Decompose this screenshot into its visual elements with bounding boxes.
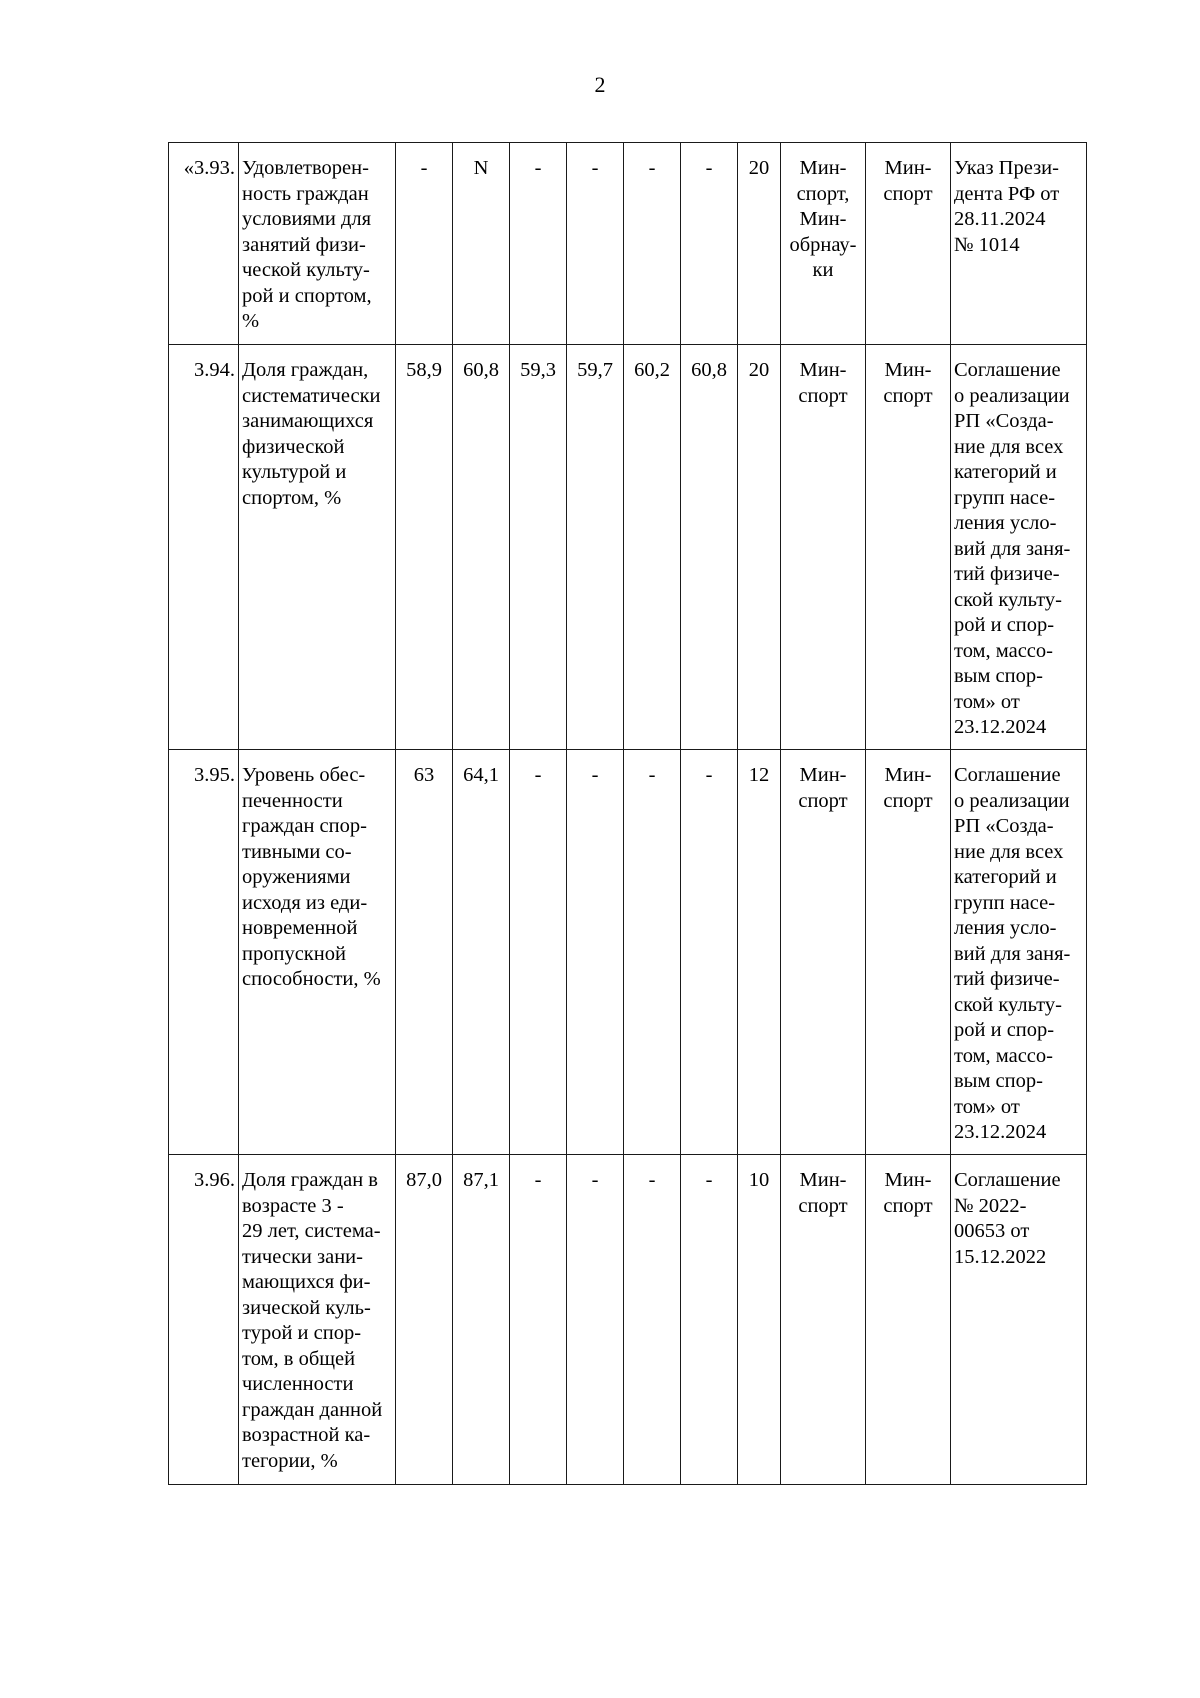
value-cell: 64,1 <box>453 750 510 1155</box>
row-number: 3.95. <box>169 750 239 1155</box>
indicator-name: Уровень обес- печенности граждан спор- тивными со- оружениями исходя из еди- новременной пропускной способности, % <box>239 750 396 1155</box>
indicator-name: Доля граждан, систематически занимающихся физической культурой и спортом, % <box>239 345 396 750</box>
value-cell: N <box>453 143 510 345</box>
coordinating-org: Мин- спорт <box>866 143 951 345</box>
value-cell: 58,9 <box>396 345 453 750</box>
row-number: 3.94. <box>169 345 239 750</box>
value-cell: - <box>681 750 738 1155</box>
indicators-table <box>168 142 1087 1485</box>
table-row <box>169 345 1087 750</box>
value-cell: - <box>510 1155 567 1485</box>
table-row <box>169 1155 1087 1485</box>
source-document: Соглашение о реализации РП «Созда- ние для всех категорий и групп насе- ления усло- вий для заня- тий физиче- ской культу- рой и спор- том, массо- вым спор- том» от 23.12.2024 <box>951 750 1087 1155</box>
responsible-org: Мин- спорт <box>781 345 866 750</box>
value-cell: 60,2 <box>624 345 681 750</box>
value-cell: - <box>567 750 624 1155</box>
value-cell: - <box>567 1155 624 1485</box>
value-cell: 63 <box>396 750 453 1155</box>
value-cell: 87,1 <box>453 1155 510 1485</box>
indicator-name: Удовлетворен- ность граждан условиями для занятий физи- ческой культу- рой и спортом, % <box>239 143 396 345</box>
value-cell: - <box>510 143 567 345</box>
indicator-name: Доля граждан в возрасте 3 - 29 лет, система- тически зани- мающихся фи- зической куль- турой и спор- том, в общей численности граждан данной возрастной ка- тегории, % <box>239 1155 396 1485</box>
value-cell: 59,7 <box>567 345 624 750</box>
coordinating-org: Мин- спорт <box>866 345 951 750</box>
value-cell: - <box>510 750 567 1155</box>
source-document: Соглашение о реализации РП «Созда- ние для всех категорий и групп насе- ления усло- вий для заня- тий физиче- ской культу- рой и спор- том, массо- вым спор- том» от 23.12.2024 <box>951 345 1087 750</box>
source-document: Соглашение № 2022- 00653 от 15.12.2022 <box>951 1155 1087 1485</box>
responsible-org: Мин- спорт <box>781 750 866 1155</box>
value-cell: - <box>681 1155 738 1485</box>
row-number: «3.93. <box>169 143 239 345</box>
value-cell: 10 <box>738 1155 781 1485</box>
value-cell: 20 <box>738 345 781 750</box>
row-number: 3.96. <box>169 1155 239 1485</box>
value-cell: - <box>681 143 738 345</box>
value-cell: - <box>624 750 681 1155</box>
table-row <box>169 750 1087 1155</box>
value-cell: 12 <box>738 750 781 1155</box>
value-cell: 87,0 <box>396 1155 453 1485</box>
coordinating-org: Мин- спорт <box>866 750 951 1155</box>
page-number: 2 <box>594 72 606 97</box>
source-document: Указ Прези- дента РФ от 28.11.2024 № 1014 <box>951 143 1087 345</box>
responsible-org: Мин- спорт, Мин- обрнау- ки <box>781 143 866 345</box>
value-cell: - <box>624 143 681 345</box>
value-cell: 60,8 <box>453 345 510 750</box>
table-row <box>169 143 1087 345</box>
value-cell: - <box>624 1155 681 1485</box>
coordinating-org: Мин- спорт <box>866 1155 951 1485</box>
value-cell: 20 <box>738 143 781 345</box>
value-cell: 59,3 <box>510 345 567 750</box>
responsible-org: Мин- спорт <box>781 1155 866 1485</box>
value-cell: - <box>567 143 624 345</box>
value-cell: - <box>396 143 453 345</box>
value-cell: 60,8 <box>681 345 738 750</box>
